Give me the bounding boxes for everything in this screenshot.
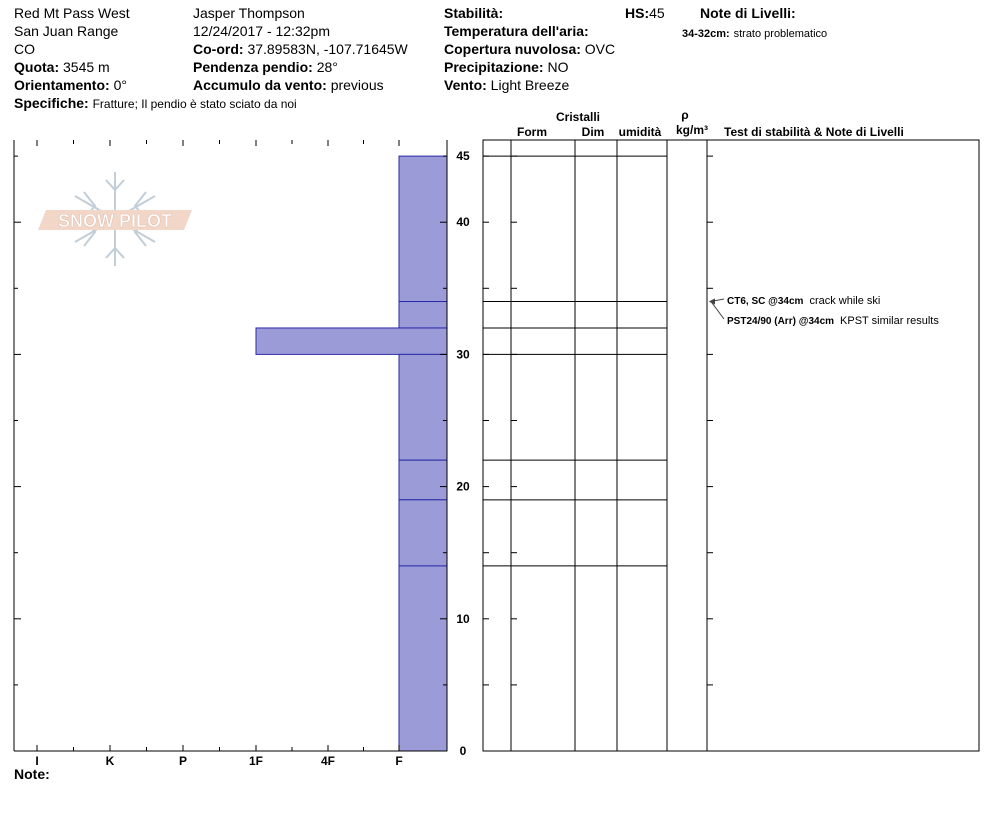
hardness-bar [399,354,447,460]
test-code: PST24/90 (Arr) @34cm [727,316,835,327]
layer-notes-label: Note di Livelli: [700,5,796,21]
hardness-bar [399,460,447,500]
hardness-bar [399,566,447,751]
hardness-bar [399,156,447,301]
mountain-range: San Juan Range [14,23,119,39]
stability-tests [709,295,939,327]
axes [456,149,470,758]
wind-load-label: Accumulo da vento: [193,77,327,93]
cloud-label: Copertura nuvolosa: [444,41,581,57]
hardness-tick-label: F [395,754,403,768]
dim-header: Dim [581,125,605,139]
depth-tick-label: 0 [459,744,467,758]
depth-tick-label: 30 [456,347,470,362]
cloud-value: OVC [584,41,616,57]
density-unit-header: kg/m³ [675,123,708,137]
precip-value: NO [547,59,569,75]
hardness-tick-label: I [35,754,39,768]
elevation-label: Quota: [14,59,60,75]
wind-value: Light Breeze [490,77,570,93]
depth-tick-label: 40 [456,215,470,230]
specifics-value: Fratture; Il pendio è stato sciato da noi [92,97,297,111]
test-code: CT6, SC @34cm [727,296,804,307]
observation-datetime: 12/24/2017 - 12:32pm [193,23,330,39]
form-header: Form [517,125,547,139]
precip-label: Precipitazione: [444,59,544,75]
slope-value: 28° [316,59,338,75]
aspect-value: 0° [113,77,127,93]
test-comment: KPST similar results [840,315,939,327]
coord-label: Co-ord: [193,41,244,57]
layer-note-range: 34-32cm: [682,28,730,40]
stability-notes-header: Test di stabilità & Note di Livelli [724,125,904,139]
specifics-label: Specifiche: [14,95,89,111]
coord-value: 37.89583N, -107.71645W [247,41,408,57]
wind-load-value: previous [330,77,384,93]
depth-tick-label: 45 [456,149,470,164]
note-label: Note: [14,766,50,782]
layer-note-text: strato problematico [733,28,828,40]
hardness-tick-label: P [178,754,188,768]
test-comment: crack while ski [809,295,881,307]
hardness-tick-label: 1F [248,754,264,768]
depth-tick-label: 10 [456,611,470,626]
moisture-header: umidità [618,125,662,139]
air-temp-label: Temperatura dell'aria: [444,23,589,39]
wind-label: Vento: [444,77,487,93]
stability-test [727,295,880,307]
state: CO [14,41,35,57]
stability-label: Stabilità: [444,5,504,21]
logo-text: SNOW PILOT [58,211,172,231]
depth-tick-label: 20 [456,479,470,494]
rho-header: ρ [681,108,689,122]
hardness-profile [256,156,447,751]
hardness-chart-frame [14,140,447,768]
crystals-header: Cristalli [555,110,600,124]
elevation-value: 3545 m [63,59,110,75]
hardness-bar [399,302,447,328]
stability-test [727,315,939,327]
hardness-bar [256,328,447,354]
hardness-tick-label: 4F [320,754,336,768]
observer-name: Jasper Thompson [193,5,305,21]
test-arrow-line [711,302,724,319]
aspect-label: Orientamento: [14,77,110,93]
hs-value: 45 [649,5,665,21]
location-name: Red Mt Pass West [14,5,130,21]
slope-label: Pendenza pendio: [193,59,313,75]
hardness-bar [399,500,447,566]
snowpilot-logo [38,172,192,266]
layers-table-frame [483,140,979,751]
hs-label: HS: [625,5,650,21]
table-border [483,140,979,751]
hardness-tick-label: K [105,754,115,768]
